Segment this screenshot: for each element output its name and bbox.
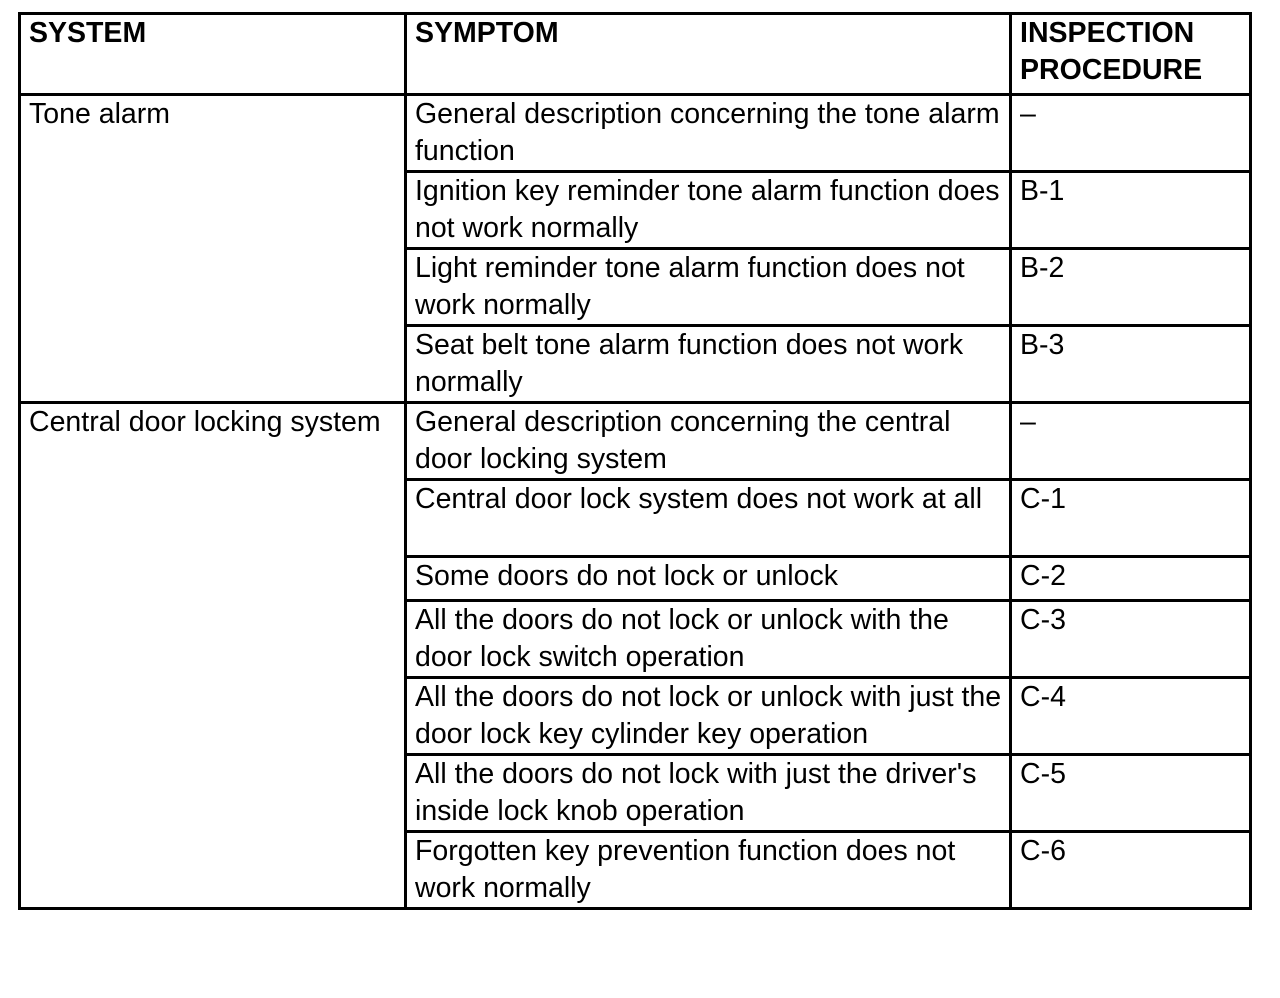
symptom-cell: All the doors do not lock or unlock with just the door lock key cylinder key operation	[405, 678, 1010, 755]
procedure-cell: –	[1011, 95, 1251, 172]
procedure-cell: –	[1011, 403, 1251, 480]
system-cell: Tone alarm	[20, 95, 406, 403]
procedure-cell: C-4	[1011, 678, 1251, 755]
procedure-cell: C-3	[1011, 601, 1251, 678]
procedure-cell: C-1	[1011, 480, 1251, 557]
header-system: SYSTEM	[20, 14, 406, 95]
procedure-cell: B-3	[1011, 326, 1251, 403]
procedure-cell: B-2	[1011, 249, 1251, 326]
table-row	[20, 95, 1251, 172]
header-inspection-procedure	[1011, 14, 1251, 95]
procedure-cell: C-5	[1011, 755, 1251, 832]
symptom-cell: Light reminder tone alarm function does not work normally	[405, 249, 1010, 326]
symptom-cell: Forgotten key prevention function does not work normally	[405, 832, 1010, 909]
symptom-cell: All the doors do not lock or unlock with the door lock switch operation	[405, 601, 1010, 678]
header-line-1: INSPECTION	[1020, 17, 1195, 49]
symptom-cell: General description concerning the tone alarm function	[405, 95, 1010, 172]
table-row	[20, 403, 1251, 480]
symptom-cell: Ignition key reminder tone alarm function does not work normally	[405, 172, 1010, 249]
header-symptom: SYMPTOM	[405, 14, 1010, 95]
symptom-cell: Seat belt tone alarm function does not work normally	[405, 326, 1010, 403]
symptom-cell: General description concerning the central door locking system	[405, 403, 1010, 480]
procedure-cell: B-1	[1011, 172, 1251, 249]
symptom-cell: Central door lock system does not work at all	[405, 480, 1010, 557]
symptom-cell: Some doors do not lock or unlock	[405, 557, 1010, 601]
header-line-2: PROCEDURE	[1020, 54, 1203, 86]
inspection-table	[18, 12, 1252, 910]
system-cell: Central door locking system	[20, 403, 406, 909]
procedure-cell: C-2	[1011, 557, 1251, 601]
symptom-cell: All the doors do not lock with just the driver's inside lock knob operation	[405, 755, 1010, 832]
header-row	[20, 14, 1251, 95]
procedure-cell: C-6	[1011, 832, 1251, 909]
